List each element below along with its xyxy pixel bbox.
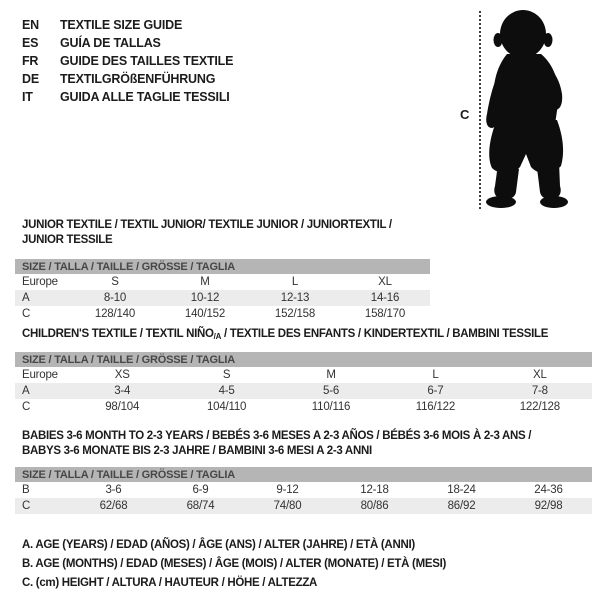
table-cell: 18-24 [447,484,476,496]
table-size-header: SIZE / TALLA / TAILLE / GRÖSSE / TAGLIA [15,352,592,367]
table-body [15,367,592,415]
language-row-fr [22,52,233,70]
table-row [15,399,592,415]
children-size-table [15,327,592,415]
table-cell: XS [114,369,130,381]
table-cell: 3-4 [114,385,131,397]
footnote-b: B. AGE (MONTHS) / EDAD (MESES) / ÂGE (MOIS) / ALTER (MONATE) / ETÀ (MESI) [22,558,447,570]
table-cell: 24-36 [534,484,563,496]
table-row [15,367,592,383]
table-cell: 122/128 [519,401,560,413]
language-title: TEXTILE SIZE GUIDE [60,18,183,32]
table-cell: 152/158 [274,308,316,320]
table-cell: 9-12 [276,484,299,496]
table-cell: 158/170 [364,308,406,320]
language-title: GUÍA DE TALLAS [60,36,161,50]
language-code: IT [22,90,33,104]
table-row [15,482,592,498]
language-title: TEXTILGRÖßENFÜHRUNG [60,72,216,86]
language-legend [22,16,233,106]
row-label: A [22,385,30,397]
row-label: C [22,308,31,320]
table-cell: 98/104 [105,401,140,413]
table-body [15,482,592,514]
table-cell: 116/122 [415,401,456,413]
row-label: C [22,401,31,413]
table-cell: 110/116 [311,401,351,413]
baby-silhouette-icon [485,10,570,210]
table-cell: 62/68 [99,500,128,512]
table-cell: 86/92 [447,500,476,512]
height-measure-label: C [460,107,470,122]
footnote-c: C. (cm) HEIGHT / ALTURA / HAUTEUR / HÖHE / ALTEZZA [22,577,318,589]
table-cell: 6-9 [192,484,209,496]
table-body [15,274,430,322]
table-cell: 7-8 [531,385,548,397]
table-row [15,498,592,514]
language-code: EN [22,18,39,32]
table-cell: 10-12 [190,292,220,304]
language-title: GUIDA ALLE TAGLIE TESSILI [60,90,230,104]
language-code: DE [22,72,39,86]
table-row [15,290,430,306]
table-row [15,383,592,399]
footnotes [22,536,446,593]
table-cell: 5-6 [323,385,340,397]
row-label: Europe [22,276,58,288]
height-measure-dotted-line [479,11,481,209]
language-row-es [22,34,233,52]
table-cell: 14-16 [370,292,400,304]
table-cell: XL [532,369,547,381]
table-cell: 128/140 [94,308,136,320]
table-cell: XL [378,276,392,288]
language-row-de [22,70,233,88]
table-cell: 104/110 [206,401,247,413]
table-title [15,218,430,248]
language-row-it [22,88,233,106]
table-cell: 80/86 [360,500,389,512]
footnote-a: A. AGE (YEARS) / EDAD (AÑOS) / ÂGE (ANS) / ALTER (JAHRE) / ETÀ (ANNI) [22,539,415,551]
table-cell: L [432,369,439,381]
language-title: GUIDE DES TAILLES TEXTILE [60,54,234,68]
table-row [15,306,430,322]
table-title-line: BABIES 3-6 MONTH TO 2-3 YEARS / BEBÉS 3-6 MESES A 2-3 AÑOS / BÉBÉS 3-6 MOIS À 2-3 ANS / [22,430,532,442]
row-label: Europe [22,369,58,381]
table-cell: 8-10 [103,292,127,304]
table-cell: S [111,276,119,288]
babies-size-table [15,429,592,514]
table-cell: 68/74 [186,500,215,512]
row-label: B [22,484,30,496]
junior-size-table [15,218,430,322]
table-size-header: SIZE / TALLA / TAILLE / GRÖSSE / TAGLIA [15,467,592,482]
table-cell: 12-18 [360,484,389,496]
table-row [15,274,430,290]
table-cell: 12-13 [280,292,310,304]
language-row-en [22,16,233,34]
table-title-line: JUNIOR TEXTILE / TEXTIL JUNIOR/ TEXTILE JUNIOR / JUNIORTEXTIL / JUNIOR TESSILE [22,219,392,246]
language-code: ES [22,36,39,50]
table-cell: 140/152 [184,308,226,320]
table-cell: 92/98 [534,500,563,512]
table-cell: 4-5 [218,385,235,397]
table-title [15,327,592,344]
row-label: C [22,500,31,512]
language-code: FR [22,54,39,68]
table-title-line: BABYS 3-6 MONATE BIS 2-3 JAHRE / BAMBINI 3-6 MESI A 2-3 ANNI [22,445,372,457]
table-size-header: SIZE / TALLA / TAILLE / GRÖSSE / TAGLIA [15,259,430,274]
table-cell: 74/80 [273,500,302,512]
table-cell: S [222,369,231,381]
table-cell: 3-6 [105,484,122,496]
table-cell: M [326,369,336,381]
table-title [15,429,592,459]
table-cell: M [200,276,210,288]
table-cell: 6-7 [427,385,444,397]
table-cell: L [291,276,299,288]
table-title-line: CHILDREN'S TEXTILE / TEXTIL $NIÑO_{/A}$ / TEXTILE DES ENFANTS / KINDERTEXTIL / BAMBINI TESSILE [22,328,549,341]
row-label: A [22,292,30,304]
